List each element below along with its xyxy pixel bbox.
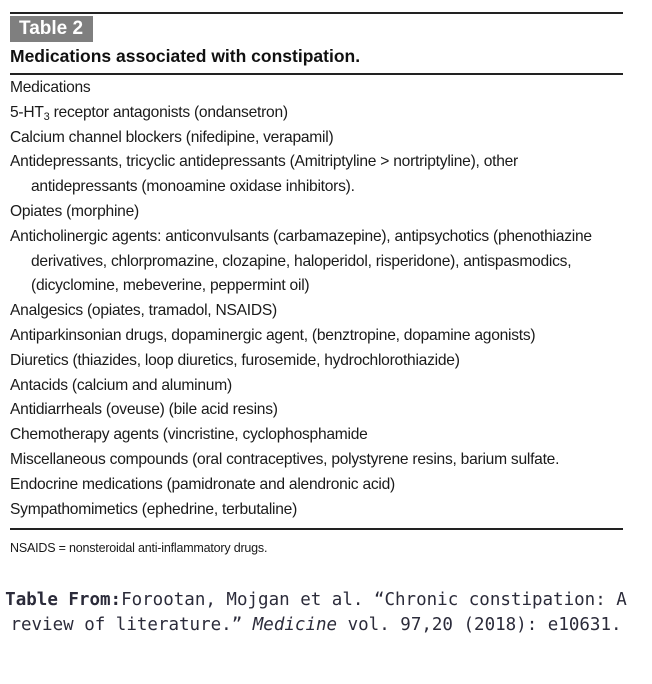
table-title-rule xyxy=(10,73,623,75)
table-row: Antiparkinsonian drugs, dopaminergic agent, (benztropine, dopamine agonists) xyxy=(10,326,536,344)
table-body xyxy=(10,76,630,522)
source-caption xyxy=(0,588,632,638)
table-row: Antidiarrheals (oveuse) (bile acid resins) xyxy=(10,401,278,419)
table-row: Calcium channel blockers (nifedipine, verapamil) xyxy=(10,128,334,146)
table-row: Chemotherapy agents (vincristine, cyclophosphamide xyxy=(10,426,368,444)
table-row: Antidepressants, tricyclic antidepressants (Amitriptyline > nortriptyline), other xyxy=(10,153,518,171)
table-row-continuation: derivatives, chlorpromazine, clozapine, haloperidol, risperidone), antispasmodics, xyxy=(31,252,572,270)
table-top-rule xyxy=(10,12,623,14)
table-footnote: NSAIDS = nonsteroidal anti-inflammatory drugs. xyxy=(10,541,268,555)
table-row: Miscellaneous compounds (oral contraceptives, polystyrene resins, barium sulfate. xyxy=(10,450,560,468)
row-text: receptor antagonists (ondansetron) xyxy=(49,103,288,121)
table-row: Sympathomimetics (ephedrine, terbutaline) xyxy=(10,500,298,518)
table-title: Medications associated with constipation. xyxy=(10,46,361,66)
caption-citation-end: vol. 97,20 (2018): e10631. xyxy=(337,615,622,635)
table-column-header: Medications xyxy=(10,79,91,96)
table-row-continuation: (dicyclomine, mebeverine, peppermint oil) xyxy=(31,277,310,295)
table-row: Analgesics (opiates, tramadol, NSAIDS) xyxy=(10,302,277,320)
caption-label: Table From: xyxy=(5,590,122,610)
row-text: 5-HT xyxy=(10,103,44,121)
table-row-continuation: antidepressants (monoamine oxidase inhibitors). xyxy=(31,178,355,196)
table-label: Table 2 xyxy=(10,16,93,42)
caption-citation: Forootan, Mojgan et al. “Chronic constipation: A review of literature.” xyxy=(10,590,627,635)
caption-journal: Medicine xyxy=(252,615,338,635)
table-row: Opiates (morphine) xyxy=(10,202,139,220)
table-row xyxy=(10,101,630,126)
table-row: Antacids (calcium and aluminum) xyxy=(10,376,232,394)
table-bottom-rule xyxy=(10,528,623,530)
table-row: Diuretics (thiazides, loop diuretics, furosemide, hydrochlorothiazide) xyxy=(10,351,460,369)
subscript: 3 xyxy=(43,110,50,123)
table-row: Anticholinergic agents: anticonvulsants (carbamazepine), antipsychotics (phenothiazine xyxy=(10,227,592,245)
table-row: Endocrine medications (pamidronate and alendronic acid) xyxy=(10,475,395,493)
